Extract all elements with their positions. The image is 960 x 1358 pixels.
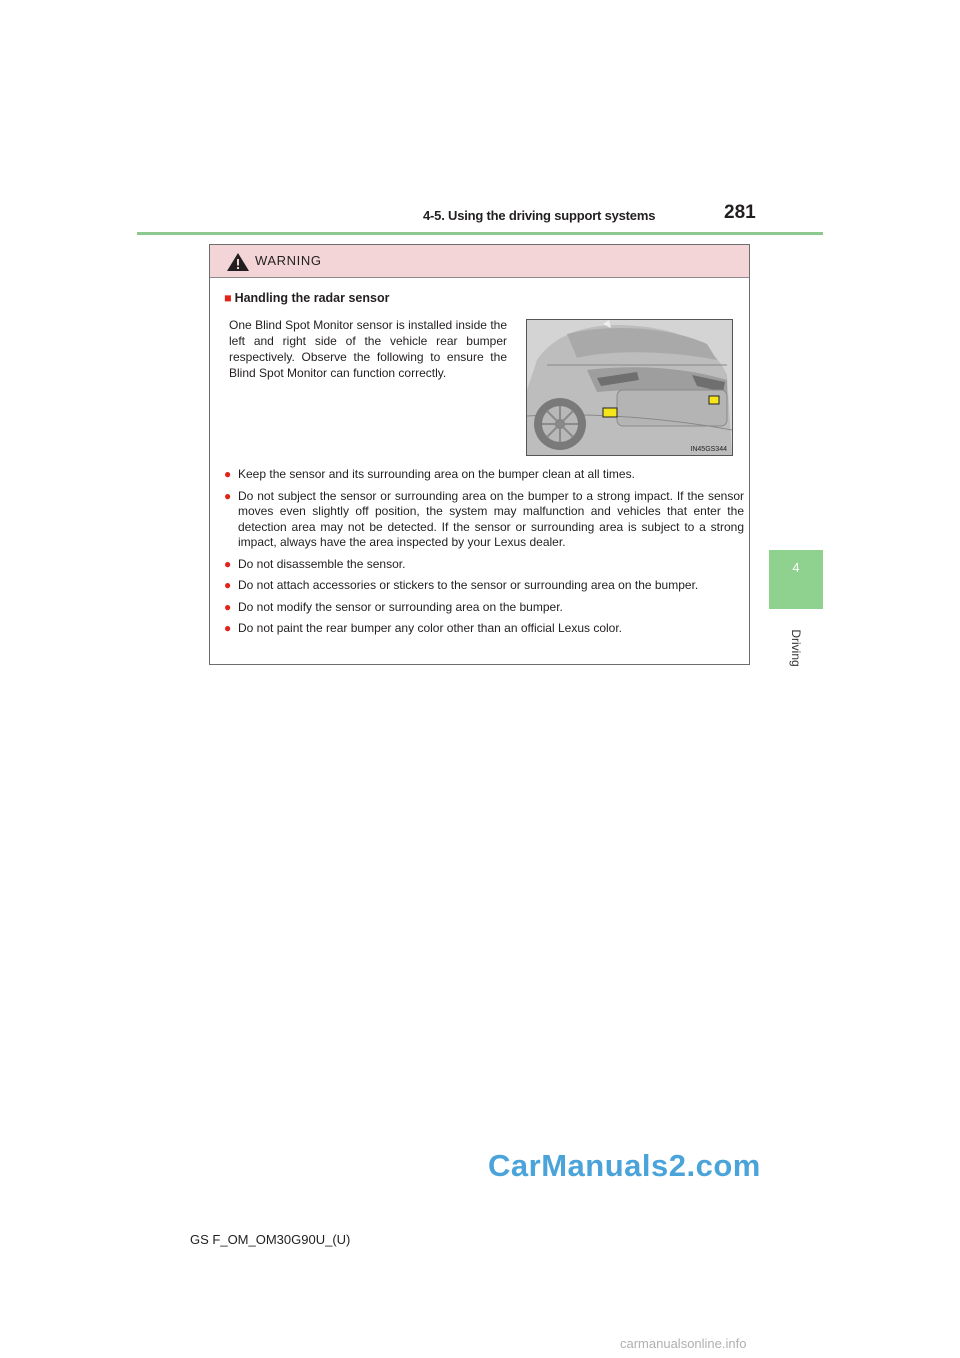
- chapter-tab: [769, 550, 823, 609]
- chapter-tab-label: Driving: [789, 629, 803, 667]
- page-number: 281: [724, 202, 756, 223]
- square-bullet-icon: ■: [224, 291, 232, 305]
- bullet-text: Do not modify the sensor or surrounding area on the bumper.: [238, 599, 563, 614]
- bullet-dot-icon: ●: [224, 621, 232, 635]
- bullet-dot-icon: ●: [224, 488, 232, 503]
- bullet-text: Do not disassemble the sensor.: [238, 556, 406, 571]
- bullet-dot-icon: ●: [224, 556, 232, 571]
- chapter-tab-label-wrap: [781, 618, 811, 678]
- bullet-text: Do not paint the rear bumper any color other than an official Lexus color.: [238, 621, 623, 635]
- bullet-dot-icon: ●: [224, 599, 232, 614]
- warning-subheading: [224, 291, 389, 305]
- bullet-dot-icon: ●: [224, 467, 232, 481]
- warning-triangle-icon: [226, 252, 250, 272]
- bullet-text: Do not attach accessories or stickers to the sensor or surrounding area on the bumper.: [238, 578, 699, 592]
- header-divider: [137, 232, 823, 235]
- bullet-dot-icon: ●: [224, 578, 232, 592]
- list-item: [224, 621, 744, 637]
- watermark-carmanualsonline: carmanualsonline.info: [620, 1336, 747, 1351]
- rear-bumper-sensor-illustration: [526, 319, 733, 456]
- warning-bullet-list: [224, 467, 744, 643]
- list-item: [224, 578, 744, 594]
- list-item: [224, 489, 744, 551]
- warning-subheading-text: Handling the radar sensor: [234, 291, 390, 305]
- warning-intro: One Blind Spot Monitor sensor is installed inside the left and right side of the vehicle rear bumper respectively. Observe the following to ensure the Blind Spot Monitor can function correctly.: [229, 318, 507, 380]
- document-code: GS F_OM_OM30G90U_(U): [190, 1232, 351, 1247]
- list-item: [224, 467, 744, 483]
- bullet-text: Keep the sensor and its surrounding area on the bumper clean at all times.: [238, 467, 635, 481]
- figure-code: IN45GS344: [690, 446, 727, 453]
- warning-box: [209, 244, 750, 665]
- section-title: 4-5. Using the driving support systems: [423, 208, 656, 223]
- warning-title: WARNING: [255, 253, 322, 268]
- list-item: [224, 600, 744, 616]
- watermark-carmanuals2: CarManuals2.com: [488, 1148, 761, 1183]
- chapter-tab-number: 4: [792, 560, 800, 575]
- car-rear-icon: [527, 320, 732, 455]
- bullet-text: Do not subject the sensor or surrounding area on the bumper to a strong impact. If the sensor moves even slightly off position, the system may malfunction and vehicles that enter the detection area may not be detected. If the sensor or surrounding area is subject to a strong impact, always have the area inspected by your Lexus dealer.: [238, 488, 744, 549]
- warning-header: [210, 245, 749, 278]
- list-item: [224, 557, 744, 573]
